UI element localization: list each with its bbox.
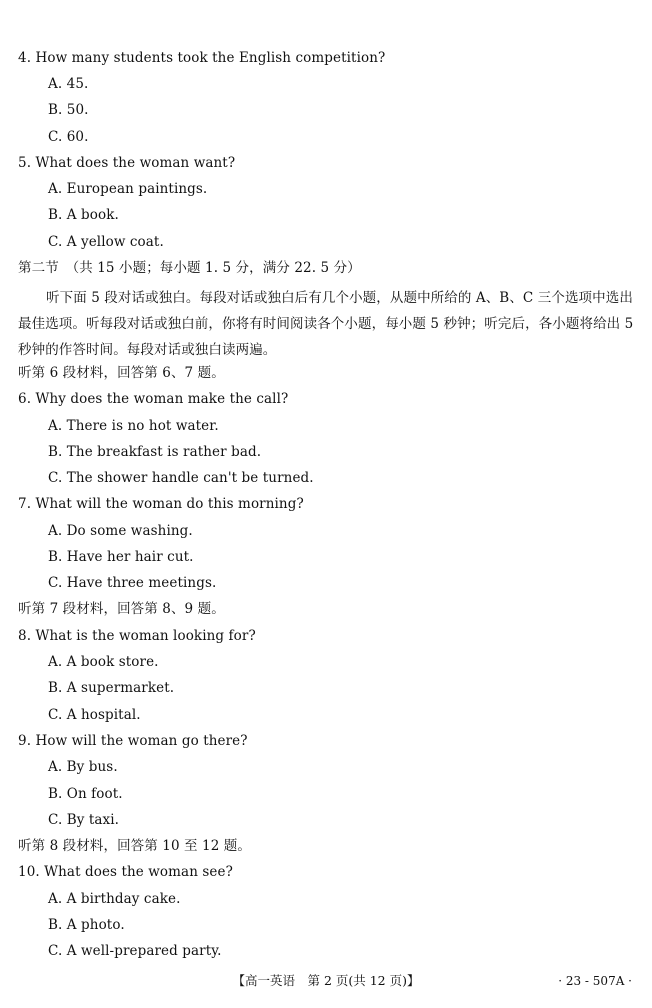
question-7-option-c: C. Have three meetings. (48, 575, 217, 591)
material-7-heading: 听第 7 段材料，回答第 8、9 题。 (18, 601, 225, 617)
question-7-option-a: A. Do some washing. (48, 523, 193, 539)
question-10-option-c: C. A well-prepared party. (48, 943, 222, 959)
question-9-option-b: B. On foot. (48, 786, 123, 802)
question-9-option-a: A. By bus. (48, 759, 118, 775)
section-2-instructions: 听下面 5 段对话或独白。每段对话或独白后有几个小题，从题中所给的 A、B、C 三个选项中选出最佳选项。听每段对话或独白前，你将有时间阅读各个小题，每小题 5 秒钟；听完后，各小题将给出 5 秒钟的作答时间。每段对话或独白读两遍。 (18, 290, 634, 358)
page-footer: 【高一英语 第 2 页(共 12 页)】 (232, 973, 420, 988)
question-9-option-c: C. By taxi. (48, 812, 120, 828)
question-7-option-b: B. Have her hair cut. (48, 549, 194, 565)
question-4-option-a: A. 45. (48, 76, 89, 92)
question-4-option-c: C. 60. (48, 129, 89, 145)
question-8-option-b: B. A supermarket. (48, 680, 175, 696)
question-10: 10. What does the woman see? (18, 864, 233, 880)
question-5: 5. What does the woman want? (18, 155, 236, 171)
question-10-option-a: A. A birthday cake. (48, 891, 181, 907)
question-5-option-b: B. A book. (48, 207, 119, 223)
question-8-option-c: C. A hospital. (48, 707, 141, 723)
question-6-option-b: B. The breakfast is rather bad. (48, 444, 262, 460)
question-8-option-a: A. A book store. (48, 654, 159, 670)
section-2-heading: 第二节 （共 15 小题；每小题 1. 5 分，满分 22. 5 分） (18, 260, 361, 276)
question-6-option-a: A. There is no hot water. (48, 418, 219, 434)
question-10-option-b: B. A photo. (48, 917, 125, 933)
question-6-option-c: C. The shower handle can't be turned. (48, 470, 314, 486)
material-6-heading: 听第 6 段材料，回答第 6、7 题。 (18, 365, 225, 381)
question-4: 4. How many students took the English competition? (18, 50, 386, 66)
question-7: 7. What will the woman do this morning? (18, 496, 304, 512)
material-8-heading: 听第 8 段材料，回答第 10 至 12 题。 (18, 838, 251, 854)
paper-code: · 23 - 507A · (558, 974, 632, 988)
question-5-option-a: A. European paintings. (48, 181, 208, 197)
question-9: 9. How will the woman go there? (18, 733, 248, 749)
question-5-option-c: C. A yellow coat. (48, 234, 164, 250)
question-8: 8. What is the woman looking for? (18, 628, 256, 644)
question-6: 6. Why does the woman make the call? (18, 391, 289, 407)
question-4-option-b: B. 50. (48, 102, 89, 118)
